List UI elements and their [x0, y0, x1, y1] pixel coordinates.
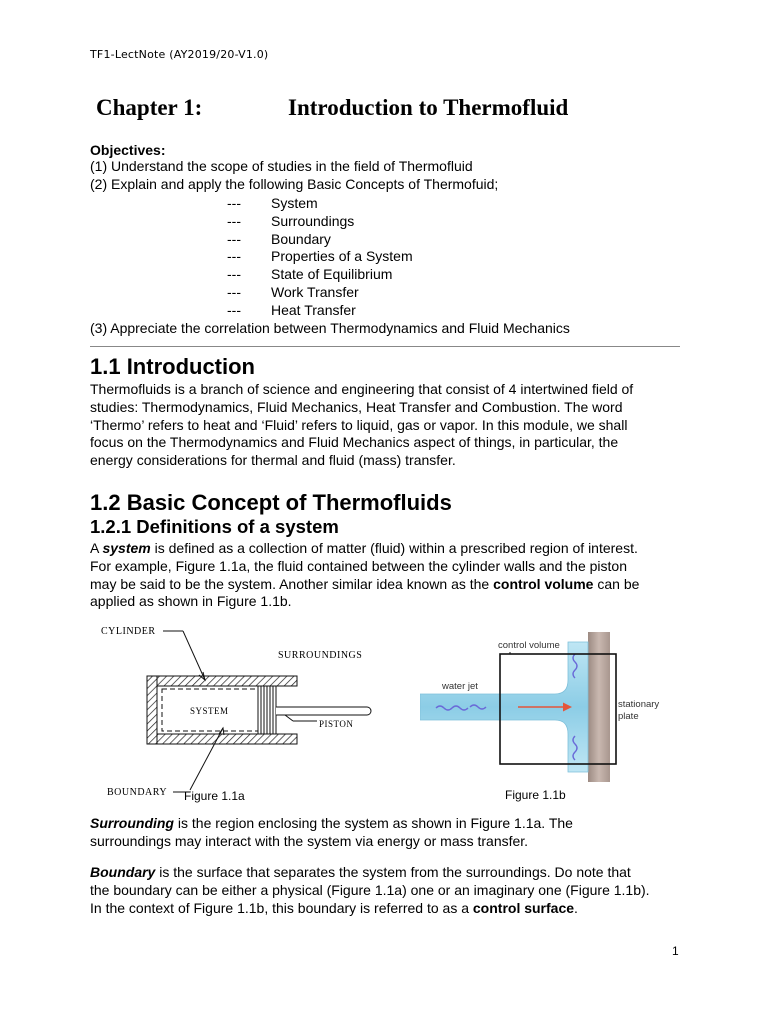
text-run: is defined as a collection of matter (fluid) within a prescribed region of interest.: [150, 540, 638, 556]
text-run: In the context of Figure 1.1b, this boundary is referred to as a: [90, 899, 473, 916]
chapter-title: Introduction to Thermofluid: [288, 95, 569, 120]
list-dash: ---: [227, 248, 241, 264]
system-label: SYSTEM: [190, 706, 229, 716]
objectives-title: Objectives:: [90, 142, 166, 158]
text-run: may be said to be the system. Another similar idea known as the: [90, 575, 494, 592]
term-control-volume: control volume: [493, 575, 594, 592]
list-item-label: System: [271, 195, 318, 211]
subsection-heading-system: 1.2.1 Definitions of a system: [90, 516, 339, 537]
list-item: [0, 302, 600, 320]
water-jet-label: water jet: [442, 681, 478, 692]
boundary-line: the boundary can be either a physical (Figure 1.1a) one or an imaginary one (Figure 1.1b).: [90, 881, 650, 898]
system-line: [90, 540, 678, 558]
chapter-label: Chapter 1:: [96, 95, 203, 120]
section-heading-basic-concept: 1.2 Basic Concept of Thermofluids: [90, 490, 452, 515]
header-note: TF1-LectNote (AY2019/20-V1.0): [90, 48, 269, 61]
list-dash: ---: [227, 213, 241, 229]
intro-line: ‘Thermo’ refers to heat and ‘Fluid’ refers to liquid, gas or vapor. In this module, we shall: [90, 416, 628, 433]
piston: [258, 686, 371, 734]
boundary-label: BOUNDARY: [107, 787, 168, 798]
list-item: [0, 284, 600, 302]
list-item: [0, 213, 600, 231]
objective-1: (1) Understand the scope of studies in the field of Thermofluid: [90, 158, 473, 174]
list-item-label: Properties of a System: [271, 248, 413, 264]
boundary-line: [90, 864, 678, 882]
system-line: [90, 576, 678, 594]
intro-line: energy considerations for thermal and fluid (mass) transfer.: [90, 452, 456, 469]
caption-figure-1-1a: Figure 1.1a: [184, 789, 245, 803]
term-surrounding: Surrounding: [90, 815, 174, 831]
list-item: [0, 231, 600, 249]
surrounding-paragraph: [90, 815, 678, 851]
system-line: For example, Figure 1.1a, the fluid contained between the cylinder walls and the piston: [90, 557, 627, 574]
list-item: [0, 195, 600, 213]
list-dash: ---: [227, 302, 241, 318]
text-run: is the surface that separates the system from the surroundings. Do note that: [155, 864, 631, 880]
list-item-label: Heat Transfer: [271, 302, 356, 318]
plate-label: plate: [618, 711, 639, 722]
text-run: can be: [593, 575, 640, 592]
term-boundary: Boundary: [90, 864, 156, 880]
list-item: [0, 248, 600, 266]
term-system: system: [102, 540, 151, 556]
list-item-label: Surroundings: [271, 213, 355, 229]
stationary-label: stationary: [618, 699, 660, 710]
list-dash: ---: [227, 230, 241, 247]
list-item-label: Work Transfer: [271, 284, 359, 300]
boundary-line: [90, 900, 678, 918]
term-control-surface: control surface: [472, 899, 575, 916]
intro-line: studies: Thermodynamics, Fluid Mechanics, Heat Transfer and Combustion. The word: [90, 398, 623, 415]
list-item-label: Boundary: [271, 230, 331, 247]
boundary-paragraph: [90, 864, 678, 917]
figure-1-1b: [420, 632, 680, 782]
page-number: 1: [672, 944, 679, 958]
text-run: .: [574, 899, 578, 916]
text-run: is the region enclosing the system as shown in Figure 1.1a. The: [174, 815, 573, 831]
surroundings-label: SURROUNDINGS: [278, 650, 363, 661]
list-dash: ---: [227, 284, 241, 300]
intro-line: focus on the Thermodynamics and Fluid Mechanics aspect of things, in particular, the: [90, 434, 619, 451]
system-paragraph: [90, 540, 678, 611]
section-heading-intro: 1.1 Introduction: [90, 354, 255, 379]
intro-line: Thermofluids is a branch of science and engineering that consist of 4 intertwined field of: [90, 381, 634, 397]
objective-2: (2) Explain and apply the following Basic Concepts of Thermofuid;: [90, 176, 499, 192]
list-dash: ---: [227, 195, 241, 211]
intro-paragraph: [90, 381, 678, 470]
control-volume-label: control volume: [498, 640, 560, 651]
objective-3: (3) Appreciate the correlation between Thermodynamics and Fluid Mechanics: [90, 320, 570, 336]
system-line: applied as shown in Figure 1.1b.: [90, 593, 292, 610]
figure-1-1a: [95, 620, 395, 805]
caption-figure-1-1b: Figure 1.1b: [505, 788, 566, 802]
surrounding-line: surroundings may interact with the system via energy or mass transfer.: [90, 832, 529, 849]
divider: [90, 346, 680, 347]
text-run: A: [90, 540, 103, 556]
piston-label: PISTON: [319, 719, 354, 729]
list-item-label: State of Equilibrium: [271, 266, 393, 282]
surrounding-line: [90, 815, 678, 833]
list-dash: ---: [227, 266, 241, 282]
cylinder-label: CYLINDER: [101, 626, 156, 637]
list-item: [0, 266, 600, 284]
